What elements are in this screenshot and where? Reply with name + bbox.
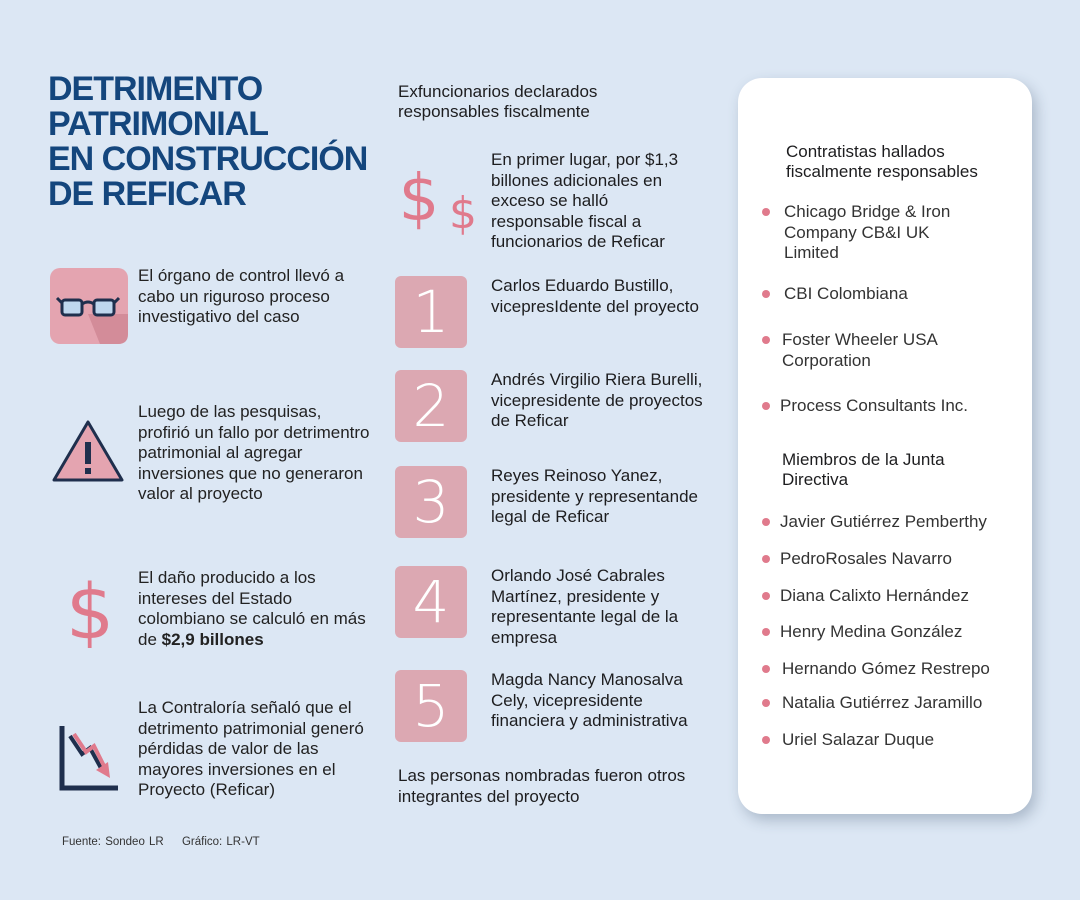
official-text: Orlando José Cabrales Martínez, presidente y representante legal de la empresa [491,566,679,647]
bullet-icon [762,592,770,600]
official-item [395,276,705,356]
info-text: El órgano de control llevó a cabo un riguroso proceso investigativo del caso [138,266,345,326]
contractor-item: Process Consultants Inc. [780,396,969,415]
svg-text:$: $ [65,568,115,648]
dollar-icon [48,568,130,648]
contractors-heading: Contratistas hallados fiscalmente responsables [786,142,978,181]
contractor-item: Foster Wheeler USA Corporation [782,330,937,370]
bullet-icon [762,699,770,707]
glasses-icon [48,266,130,346]
info-text: La Contraloría señaló que el detrimento patrimonial generó pérdidas de valor de las mayores inversiones en el Proyecto (Reficar) [138,698,364,799]
number-badge: 1 [395,276,467,348]
warning-icon [48,414,130,494]
bullet-icon [762,336,770,344]
declining-chart-icon [48,720,130,800]
bullet-icon [762,290,770,298]
board-heading: Miembros de la Junta Directiva [782,450,945,489]
graphic-credit: Gráfico: LR-VT [181,836,260,848]
bullet-icon [762,736,770,744]
bullet-icon [762,665,770,673]
official-text: Andrés Virgilio Riera Burelli, vicepresidente de proyectos de Reficar [491,370,703,430]
svg-text:$: $ [398,162,440,236]
source-text: Fuente: Sondeo LR [62,836,164,848]
official-item [395,370,705,450]
board-member: Henry Medina González [780,622,963,641]
svg-text:$: $ [449,188,477,239]
official-item [395,670,705,750]
bullet-icon [762,518,770,526]
board-member: Javier Gutiérrez Pemberthy [780,512,987,531]
bullet-icon [762,402,770,410]
bullet-icon [762,208,770,216]
info-text: Luego de las pesquisas, profirió un fallo por detrimentro patrimonial al agregar inversiones que no generaron valor al proyecto [138,402,370,503]
board-member: Natalia Gutiérrez Jaramillo [782,693,983,712]
info-block-damage [48,568,378,658]
bullet-icon [762,555,770,563]
info-block-losses [48,698,378,808]
official-text: Carlos Eduardo Bustillo, vicepresIdente del proyecto [491,276,699,316]
info-block-ruling [48,402,378,532]
intro-text: En primer lugar, por $1,3 billones adicionales en exceso se halló responsable fiscal a funcionarios de Reficar [491,150,679,251]
info-block-investigation [48,266,378,350]
officials-heading: Exfuncionarios declarados responsables fiscalmente [398,82,598,121]
number-badge: 4 [395,566,467,638]
contractor-item: CBI Colombiana [784,284,908,303]
official-text: Reyes Reinoso Yanez, presidente y representande legal de Reficar [491,466,698,526]
board-member: PedroRosales Navarro [780,549,952,568]
board-member: Hernando Gómez Restrepo [782,659,990,678]
number-badge: 2 [395,370,467,442]
official-text: Magda Nancy Manosalva Cely, vicepresidente financiera y administrativa [491,670,688,730]
official-item [395,566,705,646]
number-badge: 5 [395,670,467,742]
official-item [395,466,705,546]
info-text: El daño producido a los intereses del Estado colombiano se calculó en más de $2,9 billones [138,568,366,649]
source-note [62,836,274,848]
bullet-icon [762,628,770,636]
board-member: Uriel Salazar Duque [782,730,935,749]
responsibles-card [738,78,1032,814]
money-icon [395,150,485,240]
contractor-item: Chicago Bridge & Iron Company CB&I UK Limited [784,202,951,262]
number-badge: 3 [395,466,467,538]
board-member: Diana Calixto Hernández [780,586,969,605]
page-title: DETRIMENTO PATRIMONIAL EN CONSTRUCCIÓN DE REFICAR [48,70,368,213]
officials-footer: Las personas nombradas fueron otros integrantes del proyecto [398,766,686,806]
damage-amount: $2,9 billones [161,629,264,649]
